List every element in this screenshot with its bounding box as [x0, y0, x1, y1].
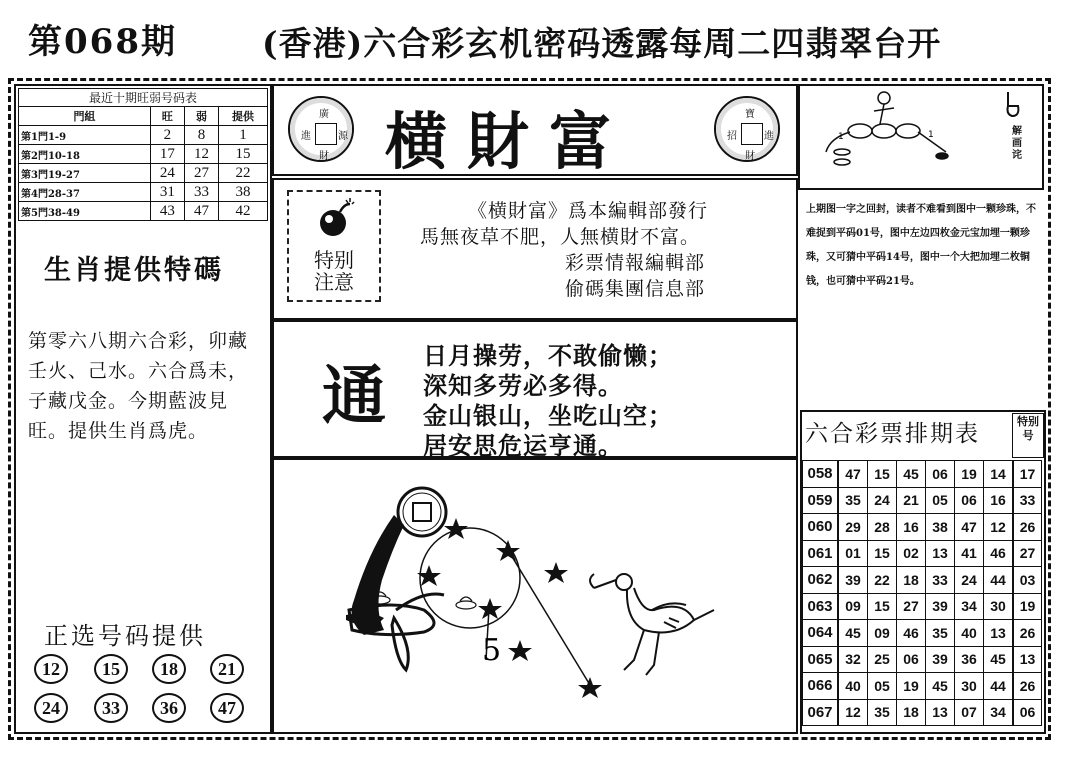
- schedule-row: [803, 567, 1042, 594]
- issue-number: 第068期: [28, 22, 177, 62]
- brand-name: 横財富: [385, 105, 632, 178]
- schedule-special: 26: [1013, 673, 1042, 700]
- schedule-number: 22: [868, 567, 897, 594]
- schedule-number: 01: [838, 540, 868, 567]
- schedule-number: 16: [897, 514, 926, 541]
- schedule-row: [803, 487, 1042, 514]
- pick-number: 18: [152, 654, 186, 684]
- schedule-number: 44: [984, 567, 1014, 594]
- table-row: [19, 126, 268, 145]
- digit-five: 5: [482, 633, 502, 668]
- pick-number: 47: [210, 693, 244, 723]
- schedule-number: 06: [926, 461, 955, 488]
- poem-line: 金山银山，坐吃山空；: [423, 402, 673, 430]
- schedule-number: 34: [955, 593, 984, 620]
- schedule-number: 45: [984, 646, 1014, 673]
- riddle-illustration: [274, 460, 796, 732]
- tip-cell: 1: [219, 126, 268, 145]
- schedule-number: 06: [897, 646, 926, 673]
- poem-line: 居安思危运亨通。: [423, 432, 623, 460]
- pick-number: 36: [152, 693, 186, 723]
- schedule-number: 45: [897, 461, 926, 488]
- coin-icon: [398, 488, 446, 536]
- coin-char: 進: [764, 131, 774, 142]
- bomb-icon: [316, 196, 356, 240]
- schedule-number: 25: [868, 646, 897, 673]
- schedule-number: 38: [926, 514, 955, 541]
- schedule-period: 066: [803, 673, 839, 700]
- schedule-number: 45: [838, 620, 868, 647]
- schedule-number: 14: [984, 461, 1014, 488]
- hot-table-caption: 最近十期旺弱号码表: [19, 89, 268, 107]
- schedule-number: 29: [838, 514, 868, 541]
- schedule-number: 39: [926, 593, 955, 620]
- schedule-number: 45: [926, 673, 955, 700]
- schedule-number: 12: [838, 699, 868, 726]
- schedule-number: 30: [955, 673, 984, 700]
- riddle-explanation: 上期图一字之回封，读者不难看到图中一颗珍珠，不难捉到平码01号，图中左边四枚金元宝加埋一颗珍珠，又可猜中平码14号，图中一个大把加埋二枚铜钱，也可猜中平码21号。: [806, 204, 1036, 287]
- schedule-special: 17: [1013, 461, 1042, 488]
- hot-weak-table: [18, 88, 268, 221]
- weak-cell: 27: [184, 164, 218, 183]
- intro-line: 馬無夜草不肥，人無横財不富。: [420, 226, 701, 248]
- schedule-number: 09: [838, 593, 868, 620]
- schedule-period: 064: [803, 620, 839, 647]
- special-notice: [296, 249, 372, 293]
- schedule-special: 03: [1013, 567, 1042, 594]
- column-header: 弱: [184, 107, 218, 126]
- schedule-number: 15: [868, 593, 897, 620]
- column-header: 旺: [150, 107, 184, 126]
- period-cell: 第5門38-49: [19, 202, 151, 221]
- schedule-special: 33: [1013, 487, 1042, 514]
- schedule-period: 061: [803, 540, 839, 567]
- page-title: (香港)六合彩玄机密码透露每周二四翡翠台开: [262, 24, 942, 63]
- coin-char: 寶: [745, 109, 755, 120]
- hot-cell: 24: [150, 164, 184, 183]
- period-cell: 第4門28-37: [19, 183, 151, 202]
- tip-cell: 38: [219, 183, 268, 202]
- schedule-number: 39: [926, 646, 955, 673]
- tip-cell: 22: [219, 164, 268, 183]
- schedule-row: [803, 699, 1042, 726]
- schedule-row: [803, 646, 1042, 673]
- schedule-period: 062: [803, 567, 839, 594]
- schedule-number: 35: [838, 487, 868, 514]
- schedule-special: 19: [1013, 593, 1042, 620]
- column-header: 提供: [219, 107, 268, 126]
- weak-cell: 33: [184, 183, 218, 202]
- schedule-number: 47: [838, 461, 868, 488]
- pick-number: 24: [34, 693, 68, 723]
- schedule-number: 19: [897, 673, 926, 700]
- table-row: [19, 145, 268, 164]
- schedule-special: 26: [1013, 514, 1042, 541]
- table-row: [19, 202, 268, 221]
- schedule-number: 13: [984, 620, 1014, 647]
- schedule-number: 15: [868, 540, 897, 567]
- schedule-number: 33: [926, 567, 955, 594]
- schedule-period: 065: [803, 646, 839, 673]
- schedule-number: 27: [897, 593, 926, 620]
- table-row: [19, 183, 268, 202]
- pick-number: 21: [210, 654, 244, 684]
- schedule-special: 13: [1013, 646, 1042, 673]
- pick-number: 12: [34, 654, 68, 684]
- schedule-number: 19: [955, 461, 984, 488]
- riddle-label: 解画诧: [1012, 126, 1022, 161]
- picks-title: 正选号码提供: [44, 622, 206, 650]
- schedule-number: 12: [984, 514, 1014, 541]
- coin-char: 廣: [319, 109, 329, 120]
- weak-cell: 12: [184, 145, 218, 164]
- intro-line: 彩票情報編輯部: [565, 252, 706, 274]
- schedule-row: [803, 461, 1042, 488]
- coin-left-icon: [288, 96, 354, 162]
- tip-cell: 42: [219, 202, 268, 221]
- period-cell: 第2門10-18: [19, 145, 151, 164]
- schedule-special: 27: [1013, 540, 1042, 567]
- schedule-number: 34: [984, 699, 1014, 726]
- schedule-period: 067: [803, 699, 839, 726]
- schedule-number: 40: [955, 620, 984, 647]
- poem-line: 日月操劳，不敢偷懒；: [423, 342, 673, 370]
- weak-cell: 47: [184, 202, 218, 221]
- bird-icon: [590, 574, 714, 675]
- schedule-number: 15: [868, 461, 897, 488]
- poem-line: 深知多劳必多得。: [423, 372, 623, 400]
- schedule-row: [803, 514, 1042, 541]
- schedule-number: 13: [926, 540, 955, 567]
- schedule-number: 13: [926, 699, 955, 726]
- schedule-title: 六合彩票排期表: [805, 421, 980, 447]
- schedule-number: 36: [955, 646, 984, 673]
- schedule-number: 35: [868, 699, 897, 726]
- schedule-number: 16: [984, 487, 1014, 514]
- hot-cell: 17: [150, 145, 184, 164]
- schedule-number: 24: [868, 487, 897, 514]
- schedule-period: 058: [803, 461, 839, 488]
- hot-cell: 31: [150, 183, 184, 202]
- schedule-number: 32: [838, 646, 868, 673]
- schedule-number: 02: [897, 540, 926, 567]
- schedule-number: 44: [984, 673, 1014, 700]
- schedule-number: 18: [897, 567, 926, 594]
- coin-right-icon: [714, 96, 780, 162]
- coin-char: 財: [745, 151, 755, 162]
- schedule-period: 060: [803, 514, 839, 541]
- hot-cell: 43: [150, 202, 184, 221]
- schedule-number: 07: [955, 699, 984, 726]
- zodiac-title: 生肖提供特碼: [44, 255, 224, 286]
- schedule-number: 28: [868, 514, 897, 541]
- schedule-row: [803, 673, 1042, 700]
- schedule-number: 41: [955, 540, 984, 567]
- schedule-number: 47: [955, 514, 984, 541]
- pick-number: 33: [94, 693, 128, 723]
- treasure-illustration: [820, 86, 980, 184]
- zodiac-text: 第零六八期六合彩，卯藏壬火、己水。六合爲未，子藏戊金。今期藍波見旺。提供生肖爲虎。: [28, 330, 249, 442]
- schedule-number: 06: [955, 487, 984, 514]
- intro-line: 《横財富》爲本編輯部發行: [468, 200, 709, 222]
- intro-line: 偷碼集團信息部: [565, 278, 706, 300]
- schedule-number: 09: [868, 620, 897, 647]
- schedule-number: 05: [868, 673, 897, 700]
- tong-character: 通: [322, 360, 386, 434]
- schedule-number: 30: [984, 593, 1014, 620]
- coin-char: 源: [338, 131, 348, 142]
- period-cell: 第3門19-27: [19, 164, 151, 183]
- schedule-special: 26: [1013, 620, 1042, 647]
- schedule-table: [802, 460, 1042, 726]
- schedule-number: 21: [897, 487, 926, 514]
- special-notice-line: 特别: [314, 248, 354, 272]
- column-header: 門組: [19, 107, 151, 126]
- schedule-number: 46: [984, 540, 1014, 567]
- coin-char: 招: [727, 131, 737, 142]
- schedule-period: 063: [803, 593, 839, 620]
- schedule-number: 35: [926, 620, 955, 647]
- coin-char: 進: [301, 131, 311, 142]
- schedule-row: [803, 620, 1042, 647]
- schedule-number: 18: [897, 699, 926, 726]
- pointing-hand-icon: [1002, 90, 1024, 120]
- schedule-number: 39: [838, 567, 868, 594]
- svg-text:1: 1: [928, 130, 934, 140]
- hot-cell: 2: [150, 126, 184, 145]
- schedule-row: [803, 540, 1042, 567]
- schedule-number: 05: [926, 487, 955, 514]
- special-notice-line: 注意: [314, 270, 354, 294]
- tip-cell: 15: [219, 145, 268, 164]
- weak-cell: 8: [184, 126, 218, 145]
- schedule-number: 40: [838, 673, 868, 700]
- special-number-label: 特别号: [1012, 413, 1044, 458]
- schedule-row: [803, 593, 1042, 620]
- period-cell: 第1門1-9: [19, 126, 151, 145]
- schedule-number: 24: [955, 567, 984, 594]
- coin-char: 財: [319, 151, 329, 162]
- schedule-number: 46: [897, 620, 926, 647]
- pick-number: 15: [94, 654, 128, 684]
- schedule-period: 059: [803, 487, 839, 514]
- schedule-special: 06: [1013, 699, 1042, 726]
- svg-text:1: 1: [838, 132, 844, 142]
- table-row: [19, 164, 268, 183]
